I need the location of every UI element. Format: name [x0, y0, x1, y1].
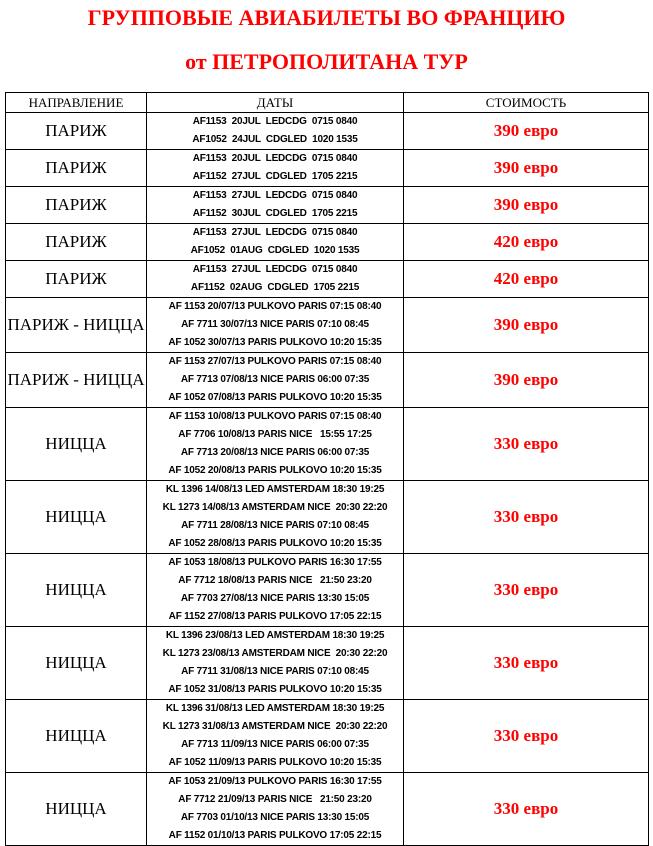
dates-cell: [147, 554, 404, 627]
flight-line: AF1152 02AUG CDGLED 1705 2215: [190, 282, 360, 293]
page-subtitle: от ПЕТРОПОЛИТАНА ТУР: [185, 49, 468, 74]
dates-cell: [147, 481, 404, 554]
price-cell: 390 евро: [404, 113, 649, 150]
flight-line: AF 1152 27/08/13 PARIS PULKOVO 17:05 22:15: [168, 611, 382, 622]
direction-cell: НИЦЦА: [6, 700, 147, 773]
flight-line: AF 7713 20/08/13 NICE PARIS 06:00 07:35: [180, 447, 370, 458]
direction-cell: ПАРИЖ: [6, 187, 147, 224]
price-cell: 330 евро: [404, 408, 649, 481]
table-row: [6, 554, 649, 627]
table-row: [6, 481, 649, 554]
flight-line: AF1153 20JUL LEDCDG 0715 0840: [192, 153, 358, 164]
direction-cell: ПАРИЖ - НИЦЦА: [6, 353, 147, 408]
direction-cell: НИЦЦА: [6, 627, 147, 700]
dates-cell: [147, 113, 404, 150]
flight-line: AF 7713 07/08/13 NICE PARIS 06:00 07:35: [180, 374, 370, 385]
flight-line: AF1153 27JUL LEDCDG 0715 0840: [192, 227, 358, 238]
dates-cell: [147, 773, 404, 846]
flight-line: AF 7706 10/08/13 PARIS NICE 15:55 17:25: [178, 429, 372, 440]
flight-line: AF 1052 20/08/13 PARIS PULKOVO 10:20 15:35: [168, 465, 382, 476]
price-cell: 390 евро: [404, 353, 649, 408]
flight-line: AF 7711 31/08/13 NICE PARIS 07:10 08:45: [181, 666, 369, 677]
flight-line: AF1153 27JUL LEDCDG 0715 0840: [192, 264, 358, 275]
page-title: ГРУППОВЫЕ АВИАБИЛЕТЫ ВО ФРАНЦИЮ: [87, 5, 566, 30]
flight-line: AF 7711 30/07/13 NICE PARIS 07:10 08:45: [181, 319, 369, 330]
dates-cell: [147, 700, 404, 773]
flight-line: AF 7711 28/08/13 NICE PARIS 07:10 08:45: [181, 520, 369, 531]
direction-cell: НИЦЦА: [6, 773, 147, 846]
table-header-row: [6, 93, 649, 113]
table-row: [6, 408, 649, 481]
flight-line: AF 7703 01/10/13 NICE PARIS 13:30 15:05: [180, 812, 370, 823]
flight-line: KL 1396 14/08/13 LED AMSTERDAM 18:30 19:25: [165, 484, 385, 495]
flight-line: AF 1053 18/08/13 PULKOVO PARIS 16:30 17:55: [168, 557, 382, 568]
flight-line: AF 1052 11/09/13 PARIS PULKOVO 10:20 15:35: [168, 757, 382, 768]
flight-line: AF1152 27JUL CDGLED 1705 2215: [192, 171, 358, 182]
table-row: [6, 353, 649, 408]
flight-line: AF1152 30JUL CDGLED 1705 2215: [192, 208, 358, 219]
flight-line: AF 1152 01/10/13 PARIS PULKOVO 17:05 22:15: [168, 830, 382, 841]
header-price: СТОИМОСТЬ: [404, 93, 649, 113]
flight-line: KL 1396 31/08/13 LED AMSTERDAM 18:30 19:25: [165, 703, 385, 714]
flight-line: AF 7712 21/09/13 PARIS NICE 21:50 23:20: [178, 794, 372, 805]
price-cell: 420 евро: [404, 261, 649, 298]
direction-cell: НИЦЦА: [6, 408, 147, 481]
flight-line: AF 1052 31/08/13 PARIS PULKOVO 10:20 15:35: [168, 684, 382, 695]
dates-cell: [147, 353, 404, 408]
table-row: [6, 187, 649, 224]
flight-line: AF 1153 20/07/13 PULKOVO PARIS 07:15 08:40: [168, 301, 382, 312]
flight-line: AF 7713 11/09/13 NICE PARIS 06:00 07:35: [181, 739, 369, 750]
dates-cell: [147, 261, 404, 298]
flight-line: KL 1396 23/08/13 LED AMSTERDAM 18:30 19:25: [165, 630, 385, 641]
header-dates: ДАТЫ: [147, 93, 404, 113]
price-cell: 330 евро: [404, 627, 649, 700]
flight-line: KL 1273 23/08/13 AMSTERDAM NICE 20:30 22:20: [162, 648, 388, 659]
table-row: [6, 113, 649, 150]
price-cell: 390 евро: [404, 298, 649, 353]
dates-cell: [147, 627, 404, 700]
flight-line: AF 1053 21/09/13 PULKOVO PARIS 16:30 17:55: [168, 776, 382, 787]
direction-cell: ПАРИЖ: [6, 150, 147, 187]
direction-cell: ПАРИЖ: [6, 224, 147, 261]
flight-line: AF 1052 30/07/13 PARIS PULKOVO 10:20 15:35: [168, 337, 382, 348]
table-row: [6, 150, 649, 187]
flight-line: AF 1052 28/08/13 PARIS PULKOVO 10:20 15:35: [168, 538, 382, 549]
price-cell: 330 евро: [404, 554, 649, 627]
price-cell: 420 евро: [404, 224, 649, 261]
header-direction: НАПРАВЛЕНИЕ: [6, 93, 147, 113]
table-row: [6, 298, 649, 353]
dates-cell: [147, 224, 404, 261]
flight-line: AF1052 24JUL CDGLED 1020 1535: [192, 134, 358, 145]
flight-line: AF1153 27JUL LEDCDG 0715 0840: [192, 190, 358, 201]
direction-cell: НИЦЦА: [6, 481, 147, 554]
price-cell: 330 евро: [404, 481, 649, 554]
flight-line: KL 1273 14/08/13 AMSTERDAM NICE 20:30 22:20: [162, 502, 388, 513]
direction-cell: НИЦЦА: [6, 554, 147, 627]
flight-line: AF 1153 27/07/13 PULKOVO PARIS 07:15 08:40: [168, 356, 382, 367]
price-cell: 330 евро: [404, 773, 649, 846]
flight-line: AF 1153 10/08/13 PULKOVO PARIS 07:15 08:40: [168, 411, 382, 422]
flight-line: AF 7712 18/08/13 PARIS NICE 21:50 23:20: [178, 575, 372, 586]
flights-table: [5, 92, 649, 846]
price-cell: 330 евро: [404, 700, 649, 773]
flight-line: AF1153 20JUL LEDCDG 0715 0840: [192, 116, 358, 127]
table-row: [6, 224, 649, 261]
dates-cell: [147, 150, 404, 187]
dates-cell: [147, 408, 404, 481]
direction-cell: ПАРИЖ: [6, 113, 147, 150]
direction-cell: ПАРИЖ - НИЦЦА: [6, 298, 147, 353]
price-cell: 390 евро: [404, 150, 649, 187]
table-row: [6, 773, 649, 846]
table-row: [6, 261, 649, 298]
flight-line: AF 1052 07/08/13 PARIS PULKOVO 10:20 15:35: [168, 392, 382, 403]
dates-cell: [147, 187, 404, 224]
direction-cell: ПАРИЖ: [6, 261, 147, 298]
dates-cell: [147, 298, 404, 353]
table-row: [6, 627, 649, 700]
table-row: [6, 700, 649, 773]
flight-line: AF1052 01AUG CDGLED 1020 1535: [190, 245, 360, 256]
flight-line: AF 7703 27/08/13 NICE PARIS 13:30 15:05: [180, 593, 370, 604]
flight-line: KL 1273 31/08/13 AMSTERDAM NICE 20:30 22:20: [162, 721, 388, 732]
price-cell: 390 евро: [404, 187, 649, 224]
